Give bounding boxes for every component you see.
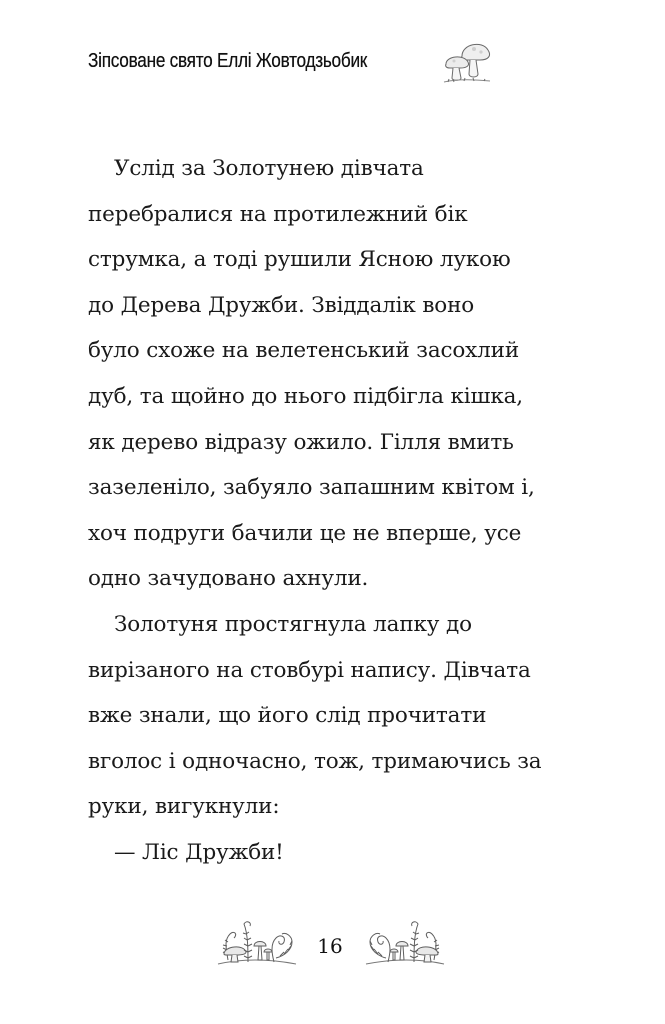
paragraph-line: до Дерева Дружби. Звіддалік воно — [88, 292, 475, 318]
book-title: Зіпсоване свято Еллі Жовтодзьобик — [88, 50, 368, 72]
paragraph-line: струмка, а тоді рушили Ясною лукою — [88, 247, 511, 273]
paragraph-line: Услід за Золотунею дівчата — [114, 156, 424, 181]
running-header — [88, 50, 413, 73]
fern-mushroom-vignette-icon — [214, 914, 300, 970]
paragraph-line: хоч подруги бачили це не вперше, усе — [88, 520, 522, 546]
paragraph-line: вже знали, що його слід прочитати — [88, 703, 487, 729]
paragraph-line: дуб, та щойно до нього підбігла кішка, — [88, 383, 523, 409]
paragraph-line: було схоже на велетенський засохлий — [88, 338, 520, 364]
paragraph-line: Золотуня простягнула лапку до — [114, 611, 472, 637]
fern-mushroom-vignette-icon — [362, 914, 448, 970]
page-footer — [0, 912, 665, 972]
paragraph-line: перебралися на протилежний бік — [88, 201, 468, 227]
paragraph-line: руки, вигукнули: — [88, 794, 280, 820]
paragraph-line: як дерево відразу ожило. Гілля вмить — [88, 429, 514, 455]
page-number: 16 — [317, 934, 343, 958]
paragraph-line: вирізаного на стовбурі напису. Дівчата — [88, 657, 531, 683]
dialogue-line: — Ліс Дружби! — [114, 839, 284, 865]
paragraph-line: одно зачудовано ахнули. — [88, 566, 369, 592]
paragraph-line: вголос і одночасно, тож, тримаючись за — [88, 748, 542, 774]
mushrooms-illustration-icon — [440, 38, 496, 88]
paragraph-line: зазеленіло, забуяло запашним квітом і, — [88, 475, 535, 501]
page-body — [88, 146, 568, 876]
